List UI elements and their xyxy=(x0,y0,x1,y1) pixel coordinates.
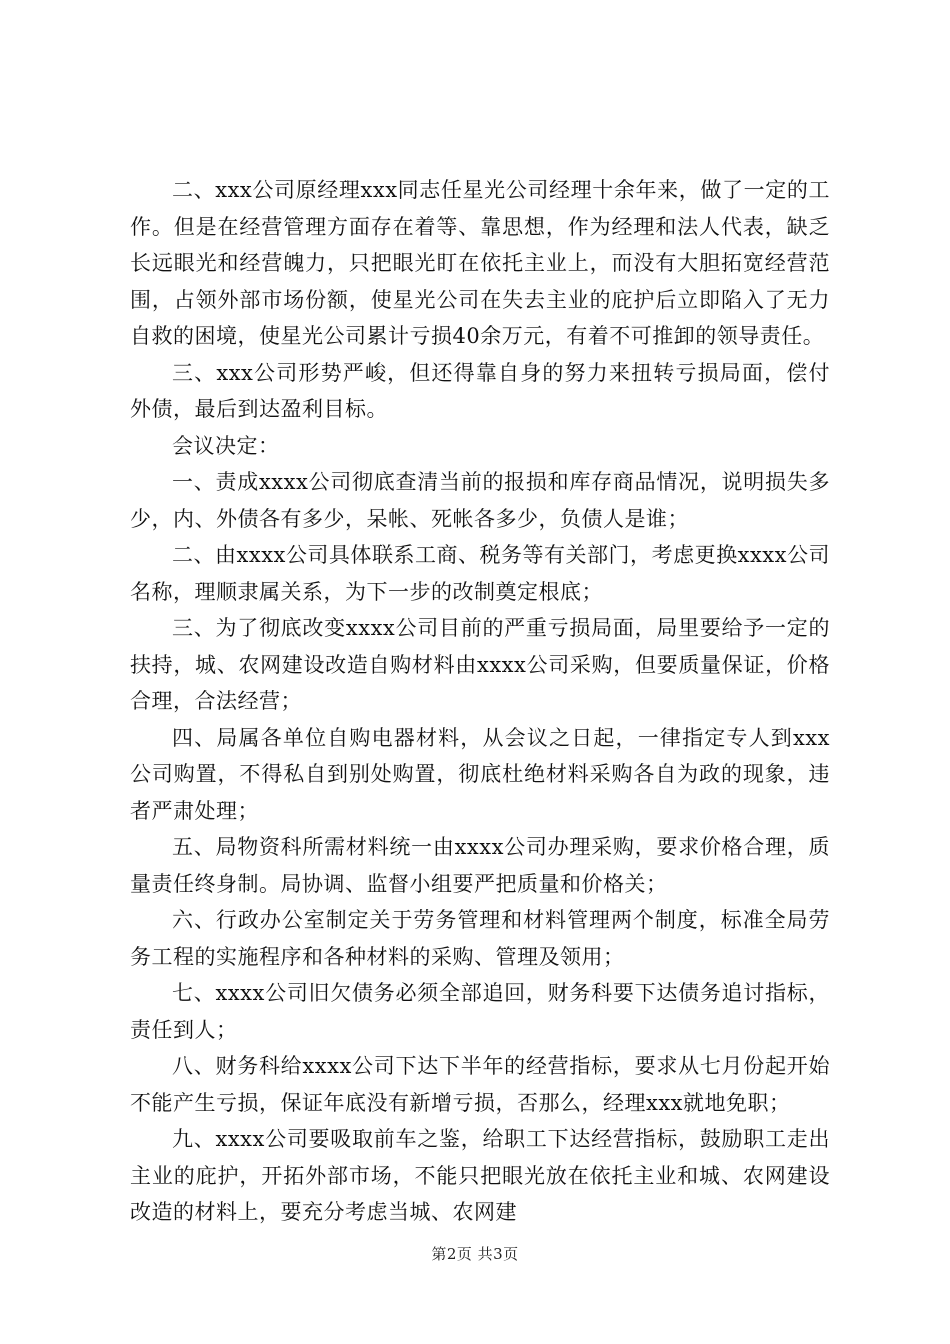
decision-item-5: 五、局物资科所需材料统一由xxxx公司办理采购，要求价格合理，质量责任终身制。局协调、监督小组要严把质量和价格关； xyxy=(130,835,830,896)
document-body xyxy=(130,172,830,1231)
decision-item-6: 六、行政办公室制定关于劳务管理和材料管理两个制度，标准全局劳务工程的实施程序和各种材料的采购、管理及领用； xyxy=(130,908,830,969)
decision-item-8: 八、财务科给xxxx公司下达下半年的经营指标，要求从七月份起开始不能产生亏损，保证年底没有新增亏损，否那么，经理xxx就地免职； xyxy=(130,1054,830,1115)
decision-item-3: 三、为了彻底改变xxxx公司目前的严重亏损局面，局里要给予一定的扶持，城、农网建设改造自购材料由xxxx公司采购，但要质量保证，价格合理，合法经营； xyxy=(130,616,830,713)
page-number-footer: 第2页 共3页 xyxy=(431,1245,519,1263)
decision-item-9: 九、xxxx公司要吸取前车之鉴，给职工下达经营指标，鼓励职工走出主业的庇护，开拓外部市场，不能只把眼光放在依托主业和城、农网建设改造的材料上，要充分考虑当城、农网建 xyxy=(130,1127,830,1224)
decision-item-2: 二、由xxxx公司具体联系工商、税务等有关部门，考虑更换xxxx公司名称，理顺隶属关系，为下一步的改制奠定根底； xyxy=(130,543,830,604)
paragraph-3-company-situation: 三、xxx公司形势严峻，但还得靠自身的努力来扭转亏损局面，偿付外债，最后到达盈利目标。 xyxy=(130,360,830,421)
decision-item-7: 七、xxxx公司旧欠债务必须全部追回，财务科要下达债务追讨指标，责任到人； xyxy=(130,981,830,1042)
meeting-decision-heading: 会议决定： xyxy=(172,433,280,458)
paragraph-2-manager-responsibility: 二、xxx公司原经理xxx同志任星光公司经理十余年来，做了一定的工作。但是在经营管理方面存在着等、靠思想，作为经理和法人代表，缺乏长远眼光和经营魄力，只把眼光盯在依托主业上，而没有大胆拓宽经营范围，占领外部市场份额，使星光公司在失去主业的庇护后立即陷入了无力自救的困境，使星光公司累计亏损40余万元，有着不可推卸的领导责任。 xyxy=(130,178,830,348)
decision-item-1: 一、责成xxxx公司彻底查清当前的报损和库存商品情况，说明损失多少，内、外债各有多少，呆帐、死帐各多少，负债人是谁； xyxy=(130,470,830,531)
decision-item-4: 四、局属各单位自购电器材料，从会议之日起，一律指定专人到xxx公司购置，不得私自到别处购置，彻底杜绝材料采购各自为政的现象，违者严肃处理； xyxy=(130,725,830,823)
